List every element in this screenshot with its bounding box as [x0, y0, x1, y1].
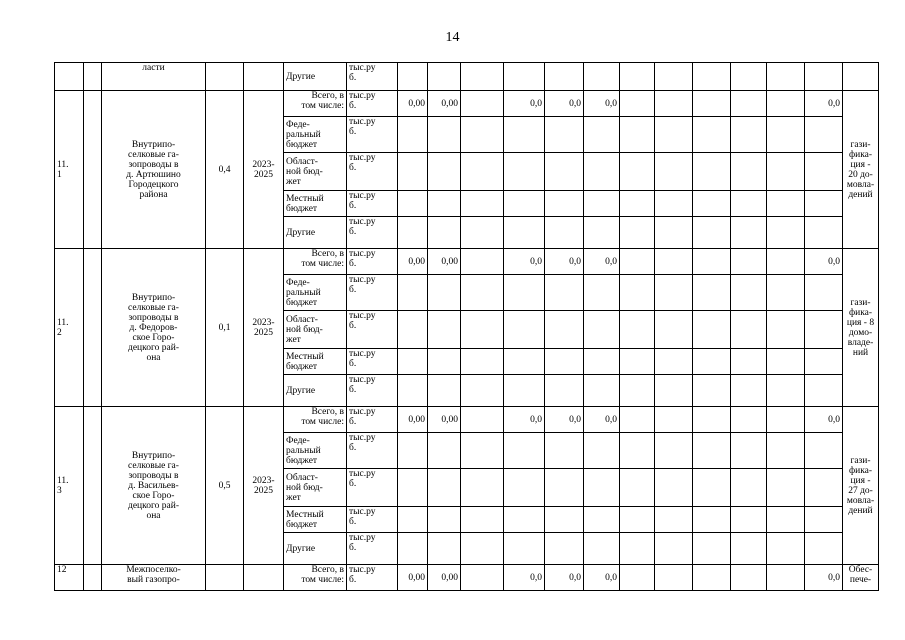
- value-cell: [693, 433, 731, 469]
- cell-empty: [84, 565, 102, 591]
- value-cell: [620, 407, 655, 433]
- value-cell: [731, 117, 767, 153]
- value-cell: [620, 507, 655, 533]
- value-cell: [584, 375, 620, 407]
- value-cell: [767, 91, 805, 117]
- value-cell: [693, 91, 731, 117]
- value-cell: [398, 275, 428, 311]
- value-cell: [693, 565, 731, 591]
- funding-source: Другие: [284, 375, 347, 407]
- value-cell: [620, 565, 655, 591]
- value-cell: 0,0: [504, 249, 545, 275]
- value-cell: [428, 275, 461, 311]
- project-name: Внутрипо- селковые га- зопроводы в д. Артюшино Городецкого района: [102, 91, 206, 249]
- value-cell: [620, 249, 655, 275]
- funding-source: Всего, в том числе:: [284, 565, 347, 591]
- value-cell: [767, 153, 805, 191]
- project-name: Внутрипо- селковые га- зопроводы в д. Федоров- ское Горо- децкого рай- она: [102, 249, 206, 407]
- value-cell: [620, 217, 655, 249]
- value-cell: [584, 433, 620, 469]
- value-cell: 0,00: [428, 407, 461, 433]
- project-number: 11. 3: [55, 407, 84, 565]
- value-cell: [767, 349, 805, 375]
- value-cell: [767, 249, 805, 275]
- value-cell: [620, 275, 655, 311]
- value-cell: [428, 191, 461, 217]
- value-cell: [693, 375, 731, 407]
- cell-value: [655, 63, 693, 91]
- project-number: 11. 2: [55, 249, 84, 407]
- value-cell: [545, 117, 584, 153]
- value-cell: [398, 433, 428, 469]
- value-cell: [584, 469, 620, 507]
- value-cell: 0,0: [504, 565, 545, 591]
- value-cell: [731, 249, 767, 275]
- value-cell: [655, 311, 693, 349]
- value-cell: [731, 217, 767, 249]
- project-years: 2023- 2025: [244, 91, 284, 249]
- value-cell: [693, 153, 731, 191]
- value-cell: [461, 249, 504, 275]
- value-cell: [655, 217, 693, 249]
- unit-label: тыс.ру б.: [347, 311, 398, 349]
- funding-source: Местный бюджет: [284, 191, 347, 217]
- value-cell: [461, 507, 504, 533]
- value-cell: [767, 375, 805, 407]
- value-cell: [620, 433, 655, 469]
- value-cell: 0,00: [398, 91, 428, 117]
- value-cell: [620, 469, 655, 507]
- value-cell: [805, 533, 843, 565]
- value-cell: [584, 507, 620, 533]
- value-cell: 0,00: [428, 249, 461, 275]
- unit-label: тыс.ру б.: [347, 91, 398, 117]
- value-cell: [767, 117, 805, 153]
- value-cell: [504, 533, 545, 565]
- funding-source: Местный бюджет: [284, 507, 347, 533]
- value-cell: 0,0: [545, 565, 584, 591]
- project-result: гази- фика- ция - 27 до- мовла- дений: [843, 407, 879, 565]
- value-cell: [655, 191, 693, 217]
- value-cell: [731, 349, 767, 375]
- value-cell: [731, 375, 767, 407]
- page-number: 14: [445, 30, 460, 45]
- value-cell: [545, 375, 584, 407]
- table-row: [55, 91, 879, 117]
- cell-value: [584, 63, 620, 91]
- value-cell: [428, 469, 461, 507]
- value-cell: [584, 349, 620, 375]
- funding-source: Област- ной бюд- жет: [284, 311, 347, 349]
- value-cell: [428, 375, 461, 407]
- project-length: 0,4: [206, 91, 244, 249]
- cell-value: [767, 63, 805, 91]
- value-cell: [767, 533, 805, 565]
- value-cell: [545, 153, 584, 191]
- value-cell: 0,00: [398, 249, 428, 275]
- value-cell: [805, 349, 843, 375]
- value-cell: [545, 191, 584, 217]
- cell-value: [843, 63, 879, 91]
- value-cell: 0,0: [584, 91, 620, 117]
- value-cell: [461, 275, 504, 311]
- value-cell: [655, 507, 693, 533]
- project-length: 0,1: [206, 249, 244, 407]
- unit-label: тыс.ру б.: [347, 507, 398, 533]
- cell-value: [731, 63, 767, 91]
- project-result: гази- фика- ция - 8 домо- владе- ний: [843, 249, 879, 407]
- unit-label: тыс.ру б.: [347, 191, 398, 217]
- value-cell: [731, 565, 767, 591]
- unit-label: тыс.ру б.: [347, 375, 398, 407]
- value-cell: [620, 533, 655, 565]
- value-cell: [428, 153, 461, 191]
- value-cell: [655, 91, 693, 117]
- value-cell: [693, 349, 731, 375]
- project-name: Внутрипо- селковые га- зопроводы в д. Васильев- ское Горо- децкого рай- она: [102, 407, 206, 565]
- value-cell: [693, 469, 731, 507]
- value-cell: [461, 375, 504, 407]
- value-cell: [398, 191, 428, 217]
- project-number: 12: [55, 565, 84, 591]
- unit-label: тыс.ру б.: [347, 565, 398, 591]
- value-cell: [731, 153, 767, 191]
- value-cell: [655, 117, 693, 153]
- value-cell: [655, 153, 693, 191]
- value-cell: [805, 191, 843, 217]
- value-cell: [620, 349, 655, 375]
- value-cell: [545, 469, 584, 507]
- value-cell: 0,00: [428, 91, 461, 117]
- value-cell: [767, 433, 805, 469]
- value-cell: [584, 117, 620, 153]
- value-cell: [461, 349, 504, 375]
- cell-empty: [84, 249, 102, 407]
- value-cell: [461, 311, 504, 349]
- table-row: [55, 63, 879, 91]
- value-cell: [655, 433, 693, 469]
- value-cell: [731, 507, 767, 533]
- funding-source: Феде- ральный бюджет: [284, 433, 347, 469]
- value-cell: [398, 469, 428, 507]
- funding-source: Всего, в том числе:: [284, 91, 347, 117]
- value-cell: [805, 507, 843, 533]
- value-cell: [461, 217, 504, 249]
- value-cell: [767, 191, 805, 217]
- value-cell: [461, 191, 504, 217]
- value-cell: [545, 533, 584, 565]
- value-cell: [805, 469, 843, 507]
- value-cell: [655, 375, 693, 407]
- value-cell: [428, 533, 461, 565]
- value-cell: [731, 433, 767, 469]
- value-cell: [398, 311, 428, 349]
- value-cell: [655, 533, 693, 565]
- value-cell: [805, 275, 843, 311]
- value-cell: [584, 533, 620, 565]
- cell-empty: [84, 63, 102, 91]
- cell-value: [545, 63, 584, 91]
- value-cell: [805, 217, 843, 249]
- value-cell: [805, 153, 843, 191]
- value-cell: [428, 311, 461, 349]
- value-cell: 0,0: [584, 565, 620, 591]
- value-cell: [731, 91, 767, 117]
- value-cell: [731, 311, 767, 349]
- value-cell: [428, 117, 461, 153]
- value-cell: 0,00: [398, 565, 428, 591]
- value-cell: [428, 433, 461, 469]
- value-cell: [693, 275, 731, 311]
- value-cell: [545, 275, 584, 311]
- cell-value: [620, 63, 655, 91]
- value-cell: [620, 311, 655, 349]
- cell-value: [428, 63, 461, 91]
- value-cell: [655, 249, 693, 275]
- value-cell: [428, 217, 461, 249]
- funding-source: Всего, в том числе:: [284, 407, 347, 433]
- value-cell: 0,0: [805, 407, 843, 433]
- value-cell: [693, 533, 731, 565]
- value-cell: [461, 533, 504, 565]
- funding-source: Всего, в том числе:: [284, 249, 347, 275]
- value-cell: [504, 191, 545, 217]
- funding-source: Феде- ральный бюджет: [284, 275, 347, 311]
- unit-label: тыс.ру б.: [347, 117, 398, 153]
- unit-label: тыс.ру б.: [347, 153, 398, 191]
- value-cell: [655, 469, 693, 507]
- value-cell: [620, 117, 655, 153]
- unit-label: тыс.ру б.: [347, 217, 398, 249]
- table-row: [55, 249, 879, 275]
- project-number: 11. 1: [55, 91, 84, 249]
- value-cell: [693, 311, 731, 349]
- value-cell: [805, 433, 843, 469]
- value-cell: [428, 507, 461, 533]
- value-cell: [693, 217, 731, 249]
- cell-length: [206, 63, 244, 91]
- value-cell: [693, 191, 731, 217]
- cell-value: [693, 63, 731, 91]
- project-name: Межпоселко- вый газопро-: [102, 565, 206, 591]
- cell-num: [55, 63, 84, 91]
- value-cell: [461, 153, 504, 191]
- value-cell: [620, 375, 655, 407]
- value-cell: [584, 275, 620, 311]
- value-cell: [693, 407, 731, 433]
- value-cell: [655, 565, 693, 591]
- value-cell: [504, 375, 545, 407]
- value-cell: [398, 349, 428, 375]
- value-cell: [461, 407, 504, 433]
- project-years: 2023- 2025: [244, 407, 284, 565]
- value-cell: [767, 507, 805, 533]
- value-cell: [693, 249, 731, 275]
- cell-value: [461, 63, 504, 91]
- project-length: [206, 565, 244, 591]
- funding-source: Другие: [284, 217, 347, 249]
- value-cell: [545, 311, 584, 349]
- funding-source: Феде- ральный бюджет: [284, 117, 347, 153]
- value-cell: 0,0: [545, 407, 584, 433]
- funding-source: Местный бюджет: [284, 349, 347, 375]
- unit-label: тыс.ру б.: [347, 249, 398, 275]
- value-cell: [398, 507, 428, 533]
- value-cell: [398, 117, 428, 153]
- value-cell: 0,0: [805, 91, 843, 117]
- value-cell: 0,0: [805, 249, 843, 275]
- value-cell: [693, 507, 731, 533]
- project-years: [244, 565, 284, 591]
- value-cell: [731, 533, 767, 565]
- value-cell: [461, 469, 504, 507]
- value-cell: [584, 217, 620, 249]
- value-cell: [504, 349, 545, 375]
- value-cell: 0,00: [398, 407, 428, 433]
- value-cell: [805, 117, 843, 153]
- value-cell: [545, 507, 584, 533]
- unit-label: тыс.ру б.: [347, 349, 398, 375]
- cell-empty: [84, 91, 102, 249]
- value-cell: [504, 153, 545, 191]
- value-cell: [428, 349, 461, 375]
- cell-value: [398, 63, 428, 91]
- value-cell: 0,00: [428, 565, 461, 591]
- value-cell: [504, 507, 545, 533]
- value-cell: [461, 433, 504, 469]
- value-cell: [767, 311, 805, 349]
- value-cell: [584, 191, 620, 217]
- value-cell: [504, 311, 545, 349]
- unit-label: тыс.ру б.: [347, 469, 398, 507]
- cell-years: [244, 63, 284, 91]
- financing-table: [54, 62, 879, 591]
- value-cell: [731, 275, 767, 311]
- value-cell: [620, 153, 655, 191]
- project-result: Обес- пече-: [843, 565, 879, 591]
- unit-label: тыс.ру б.: [347, 433, 398, 469]
- value-cell: [731, 191, 767, 217]
- cell-source: Другие: [284, 63, 347, 91]
- value-cell: [693, 117, 731, 153]
- cell-unit: тыс.ру б.: [347, 63, 398, 91]
- value-cell: [731, 469, 767, 507]
- value-cell: [461, 91, 504, 117]
- value-cell: [767, 565, 805, 591]
- value-cell: [767, 275, 805, 311]
- funding-source: Другие: [284, 533, 347, 565]
- value-cell: 0,0: [504, 91, 545, 117]
- value-cell: [398, 217, 428, 249]
- cell-empty: [84, 407, 102, 565]
- value-cell: 0,0: [584, 407, 620, 433]
- value-cell: [805, 311, 843, 349]
- value-cell: [398, 153, 428, 191]
- value-cell: [584, 153, 620, 191]
- value-cell: 0,0: [545, 249, 584, 275]
- value-cell: [504, 433, 545, 469]
- unit-label: тыс.ру б.: [347, 533, 398, 565]
- value-cell: [504, 217, 545, 249]
- value-cell: 0,0: [504, 407, 545, 433]
- value-cell: [655, 407, 693, 433]
- table-row: [55, 407, 879, 433]
- value-cell: [655, 349, 693, 375]
- value-cell: [620, 91, 655, 117]
- funding-source: Област- ной бюд- жет: [284, 469, 347, 507]
- value-cell: 0,0: [545, 91, 584, 117]
- cell-name: ласти: [102, 63, 206, 91]
- value-cell: [461, 117, 504, 153]
- value-cell: [398, 533, 428, 565]
- project-result: гази- фика- ция - 20 до- мовла- дений: [843, 91, 879, 249]
- value-cell: [504, 275, 545, 311]
- value-cell: [545, 217, 584, 249]
- value-cell: [805, 375, 843, 407]
- cell-value: [805, 63, 843, 91]
- project-years: 2023- 2025: [244, 249, 284, 407]
- value-cell: [767, 469, 805, 507]
- value-cell: [620, 191, 655, 217]
- value-cell: [655, 275, 693, 311]
- value-cell: [767, 407, 805, 433]
- table-row: [55, 565, 879, 591]
- value-cell: [545, 433, 584, 469]
- value-cell: [461, 565, 504, 591]
- value-cell: [504, 469, 545, 507]
- value-cell: [584, 311, 620, 349]
- value-cell: 0,0: [805, 565, 843, 591]
- unit-label: тыс.ру б.: [347, 407, 398, 433]
- funding-source: Област- ной бюд- жет: [284, 153, 347, 191]
- value-cell: [398, 375, 428, 407]
- value-cell: [767, 217, 805, 249]
- value-cell: [504, 117, 545, 153]
- project-length: 0,5: [206, 407, 244, 565]
- unit-label: тыс.ру б.: [347, 275, 398, 311]
- cell-value: [504, 63, 545, 91]
- value-cell: 0,0: [584, 249, 620, 275]
- value-cell: [545, 349, 584, 375]
- value-cell: [731, 407, 767, 433]
